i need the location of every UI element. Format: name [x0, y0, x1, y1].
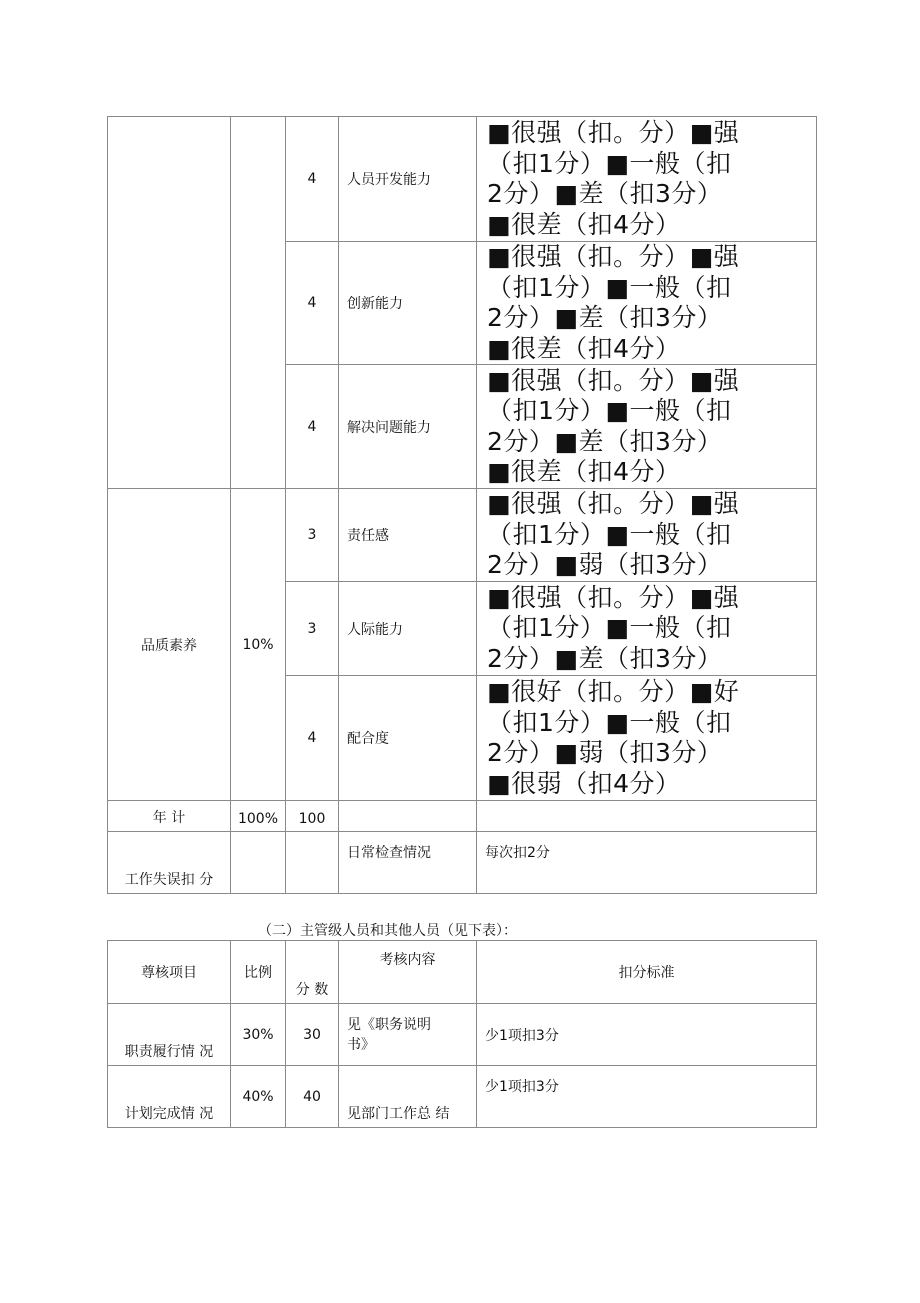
rating-line: ■很弱（扣4分） — [487, 768, 681, 798]
group-cell-empty — [108, 117, 231, 489]
total-ratio: 100% — [231, 801, 286, 832]
rating-line: 2分）■差（扣3分） — [487, 303, 723, 332]
header-score: 分 数 — [286, 941, 339, 1004]
score-cell: 3 — [286, 582, 339, 676]
rating-line: ■很强（扣。分）■强 — [487, 489, 740, 519]
rating-line: ■很差（扣4分） — [487, 457, 681, 486]
rating-line: ■很好（扣。分）■好 — [487, 677, 740, 706]
assessment-table-1 — [107, 116, 817, 894]
table-row — [108, 117, 817, 242]
error-label: 工作失误扣 分 — [108, 832, 231, 894]
ratio-cell: 40% — [231, 1066, 286, 1128]
score-cell: 40 — [286, 1066, 339, 1128]
empty-cell — [339, 801, 477, 832]
table-row — [108, 801, 817, 832]
item-cell: 人员开发能力 — [339, 117, 477, 242]
item-cell: 计划完成情 况 — [108, 1066, 231, 1128]
check-cell: 日常检查情况 — [339, 832, 477, 894]
rating-line: （扣1分）■一般（扣 — [487, 613, 732, 643]
rating-line: ■很强（扣。分）■强 — [487, 242, 740, 271]
table-row — [108, 1066, 817, 1128]
table-row — [108, 1004, 817, 1066]
rating-line: （扣1分）■一般（扣 — [487, 707, 732, 737]
rating-options — [477, 489, 817, 582]
rating-line: （扣1分）■一般（扣 — [487, 519, 732, 549]
item-cell: 责任感 — [339, 489, 477, 582]
header-content: 考核内容 — [339, 941, 477, 1004]
item-cell: 解决问题能力 — [339, 365, 477, 489]
section-caption: （二）主管级人员和其他人员（见下表）： — [258, 923, 517, 939]
assessment-table-2 — [107, 940, 817, 1128]
score-cell: 4 — [286, 365, 339, 489]
table-row — [108, 832, 817, 894]
score-cell: 4 — [286, 676, 339, 801]
ratio-cell-empty — [231, 117, 286, 489]
score-cell: 30 — [286, 1004, 339, 1066]
rating-line: ■很强（扣。分）■强 — [487, 365, 740, 395]
rating-line: （扣1分）■一般（扣 — [487, 272, 732, 302]
table-header-row — [108, 941, 817, 1004]
item-cell: 人际能力 — [339, 582, 477, 676]
rating-line: ■很差（扣4分） — [487, 209, 681, 239]
empty-cell — [477, 801, 817, 832]
group-cell: 品质素养 — [108, 489, 231, 801]
rating-options — [477, 117, 817, 242]
item-cell: 创新能力 — [339, 242, 477, 365]
rating-line: ■很差（扣4分） — [487, 333, 681, 363]
rating-options — [477, 242, 817, 365]
rating-line: （扣1分）■一般（扣 — [487, 396, 732, 425]
total-label: 年 计 — [108, 801, 231, 832]
item-cell: 配合度 — [339, 676, 477, 801]
rating-line: ■很强（扣。分）■强 — [487, 582, 740, 612]
ratio-cell: 10% — [231, 489, 286, 801]
header-standard: 扣分标准 — [477, 941, 817, 1004]
ratio-cell: 30% — [231, 1004, 286, 1066]
score-cell: 3 — [286, 489, 339, 582]
rating-options — [477, 676, 817, 801]
empty-cell — [286, 832, 339, 894]
score-cell: 4 — [286, 242, 339, 365]
standard-cell: 少1项扣3分 — [477, 1066, 817, 1128]
standard-cell: 少1项扣3分 — [477, 1004, 817, 1066]
rating-line: 2分）■差（扣3分） — [487, 179, 723, 208]
rating-line: 2分）■差（扣3分） — [487, 643, 723, 673]
rating-options — [477, 582, 817, 676]
header-item: 尊核项目 — [108, 941, 231, 1004]
rule-cell: 每次扣2分 — [477, 832, 817, 894]
item-cell: 职责履行情 况 — [108, 1004, 231, 1066]
rating-options — [477, 365, 817, 489]
content-cell: 见部门工作总 结 — [339, 1066, 477, 1128]
content-cell: 见《职务说明书》 — [339, 1004, 477, 1066]
score-cell: 4 — [286, 117, 339, 242]
rating-line: （扣1分）■一般（扣 — [487, 148, 732, 178]
rating-line: 2分）■弱（扣3分） — [487, 738, 723, 767]
rating-line: ■很强（扣。分）■强 — [487, 118, 740, 147]
rating-line: 2分）■弱（扣3分） — [487, 550, 723, 580]
rating-line: 2分）■差（扣3分） — [487, 426, 723, 456]
empty-cell — [231, 832, 286, 894]
table-row — [108, 489, 817, 582]
total-score: 100 — [286, 801, 339, 832]
header-ratio: 比例 — [231, 941, 286, 1004]
